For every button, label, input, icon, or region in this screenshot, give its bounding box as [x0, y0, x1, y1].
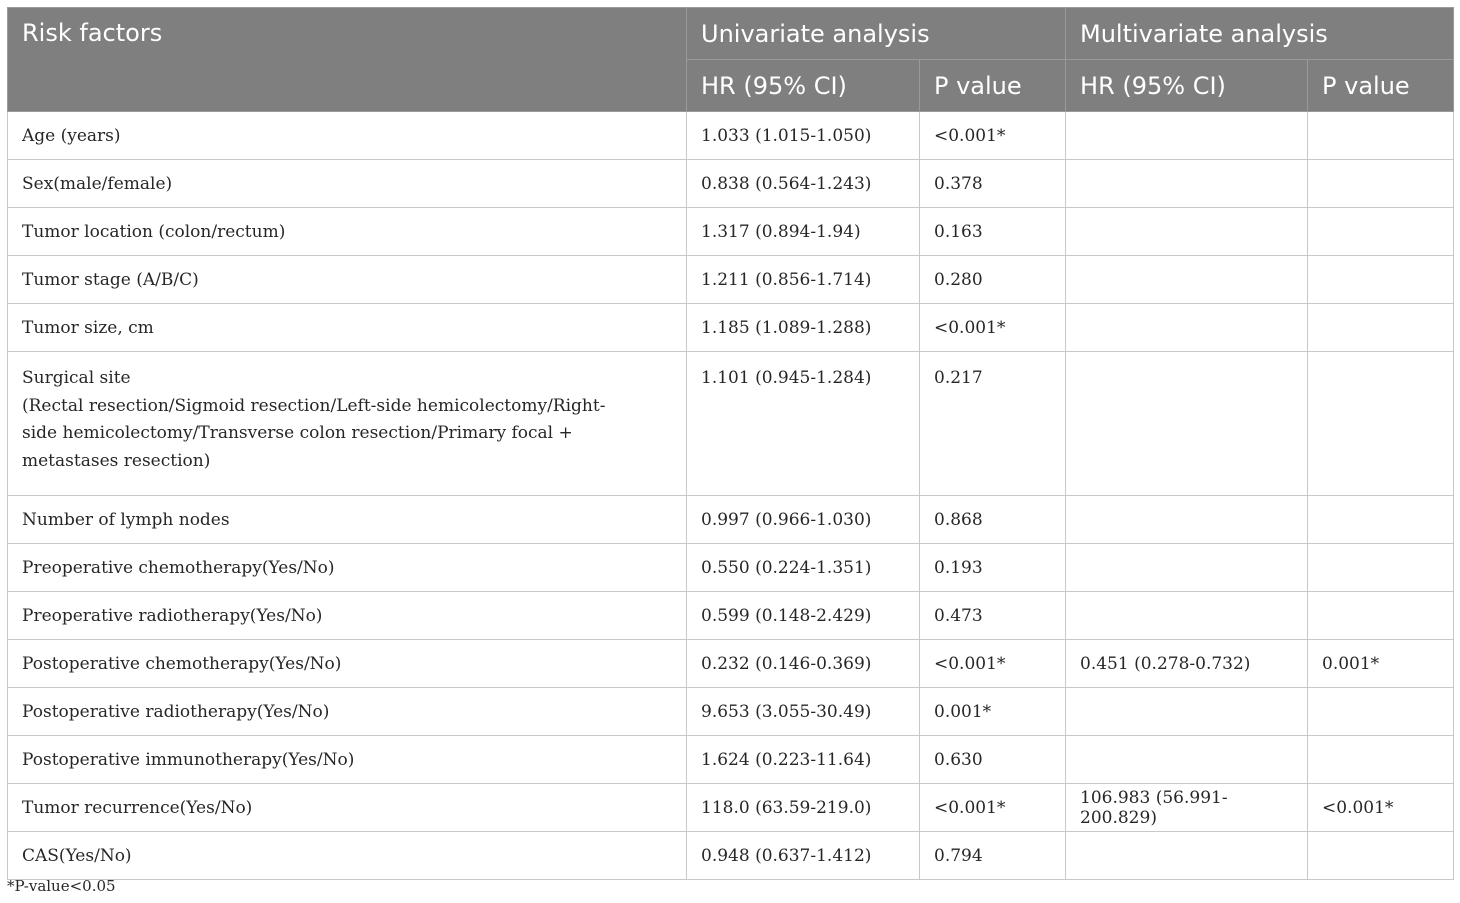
uni-p-cell: <0.001*	[920, 112, 1066, 160]
multi-p-cell	[1308, 352, 1454, 496]
risk-factor-cell: CAS(Yes/No)	[8, 832, 687, 880]
risk-factor-cell: Postoperative immunotherapy(Yes/No)	[8, 736, 687, 784]
table-row	[8, 640, 1454, 688]
multi-hr-cell	[1066, 112, 1308, 160]
multi-p-cell	[1308, 304, 1454, 352]
table-row	[8, 304, 1454, 352]
multi-p-cell	[1308, 736, 1454, 784]
multi-hr-cell	[1066, 160, 1308, 208]
risk-factor-cell: Number of lymph nodes	[8, 496, 687, 544]
risk-factor-cell: Age (years)	[8, 112, 687, 160]
uni-hr-cell: 1.033 (1.015-1.050)	[687, 112, 920, 160]
header-multi-p: P value	[1308, 60, 1454, 112]
table-row	[8, 784, 1454, 832]
header-univariate: Univariate analysis	[687, 8, 1066, 60]
risk-factor-cell: Postoperative chemotherapy(Yes/No)	[8, 640, 687, 688]
header-multi-hr: HR (95% CI)	[1066, 60, 1308, 112]
uni-hr-cell: 1.211 (0.856-1.714)	[687, 256, 920, 304]
table-row	[8, 256, 1454, 304]
table-row	[8, 736, 1454, 784]
uni-hr-cell: 0.948 (0.637-1.412)	[687, 832, 920, 880]
multi-hr-cell	[1066, 208, 1308, 256]
risk-factor-cell: Tumor stage (A/B/C)	[8, 256, 687, 304]
risk-factor-cell: Tumor recurrence(Yes/No)	[8, 784, 687, 832]
multi-hr-cell	[1066, 352, 1308, 496]
uni-p-cell: <0.001*	[920, 640, 1066, 688]
multi-hr-cell	[1066, 496, 1308, 544]
risk-factor-cell	[8, 352, 687, 496]
risk-factor-label: Surgical site	[22, 368, 131, 388]
table-row	[8, 208, 1454, 256]
multi-p-cell	[1308, 592, 1454, 640]
uni-p-cell: 0.163	[920, 208, 1066, 256]
uni-hr-cell: 9.653 (3.055-30.49)	[687, 688, 920, 736]
risk-factor-cell: Tumor location (colon/rectum)	[8, 208, 687, 256]
uni-hr-cell: 0.997 (0.966-1.030)	[687, 496, 920, 544]
multi-hr-cell	[1066, 304, 1308, 352]
uni-p-cell: 0.378	[920, 160, 1066, 208]
table-row	[8, 592, 1454, 640]
risk-factor-cell: Preoperative radiotherapy(Yes/No)	[8, 592, 687, 640]
table-row	[8, 496, 1454, 544]
multi-p-cell	[1308, 688, 1454, 736]
multi-p-cell	[1308, 112, 1454, 160]
table-row	[8, 112, 1454, 160]
table-row	[8, 688, 1454, 736]
multi-hr-cell	[1066, 256, 1308, 304]
header-uni-hr: HR (95% CI)	[687, 60, 920, 112]
multi-hr-cell: 0.451 (0.278-0.732)	[1066, 640, 1308, 688]
uni-hr-cell: 1.624 (0.223-11.64)	[687, 736, 920, 784]
uni-p-cell: 0.001*	[920, 688, 1066, 736]
uni-hr-cell: 0.838 (0.564-1.243)	[687, 160, 920, 208]
multi-p-cell	[1308, 208, 1454, 256]
uni-hr-cell: 118.0 (63.59-219.0)	[687, 784, 920, 832]
risk-factor-cell: Preoperative chemotherapy(Yes/No)	[8, 544, 687, 592]
header-risk-factors: Risk factors	[8, 8, 687, 112]
risk-factor-detail: (Rectal resection/Sigmoid resection/Left-side hemicolectomy/Right-side hemicolectomy/Transverse colon resection/Primary focal + metastases resection)	[22, 395, 606, 471]
risk-factor-cell: Tumor size, cm	[8, 304, 687, 352]
risk-factor-table	[7, 7, 1454, 880]
uni-hr-cell: 1.317 (0.894-1.94)	[687, 208, 920, 256]
uni-p-cell: <0.001*	[920, 784, 1066, 832]
uni-p-cell: 0.193	[920, 544, 1066, 592]
header-row-1	[8, 8, 1454, 60]
multi-hr-cell	[1066, 736, 1308, 784]
uni-p-cell: 0.794	[920, 832, 1066, 880]
uni-hr-cell: 0.550 (0.224-1.351)	[687, 544, 920, 592]
uni-p-cell: 0.868	[920, 496, 1066, 544]
uni-hr-cell: 0.599 (0.148-2.429)	[687, 592, 920, 640]
uni-hr-cell: 0.232 (0.146-0.369)	[687, 640, 920, 688]
multi-p-cell	[1308, 496, 1454, 544]
multi-hr-cell	[1066, 688, 1308, 736]
multi-p-cell: 0.001*	[1308, 640, 1454, 688]
uni-p-cell: 0.630	[920, 736, 1066, 784]
table-footnote: *P-value<0.05	[7, 877, 116, 895]
multi-hr-cell	[1066, 592, 1308, 640]
table-row	[8, 832, 1454, 880]
risk-factor-cell: Sex(male/female)	[8, 160, 687, 208]
multi-hr-cell	[1066, 544, 1308, 592]
uni-p-cell: <0.001*	[920, 304, 1066, 352]
risk-factor-cell: Postoperative radiotherapy(Yes/No)	[8, 688, 687, 736]
uni-hr-cell: 1.101 (0.945-1.284)	[687, 352, 920, 496]
multi-p-cell	[1308, 832, 1454, 880]
header-multivariate: Multivariate analysis	[1066, 8, 1454, 60]
multi-p-cell	[1308, 256, 1454, 304]
multi-p-cell	[1308, 544, 1454, 592]
table-row	[8, 544, 1454, 592]
table-row	[8, 352, 1454, 496]
uni-hr-cell: 1.185 (1.089-1.288)	[687, 304, 920, 352]
table-row	[8, 160, 1454, 208]
multi-hr-cell	[1066, 832, 1308, 880]
uni-p-cell: 0.280	[920, 256, 1066, 304]
uni-p-cell: 0.473	[920, 592, 1066, 640]
uni-p-cell: 0.217	[920, 352, 1066, 496]
multi-p-cell	[1308, 160, 1454, 208]
multi-p-cell: <0.001*	[1308, 784, 1454, 832]
header-uni-p: P value	[920, 60, 1066, 112]
multi-hr-cell: 106.983 (56.991-200.829)	[1066, 784, 1308, 832]
